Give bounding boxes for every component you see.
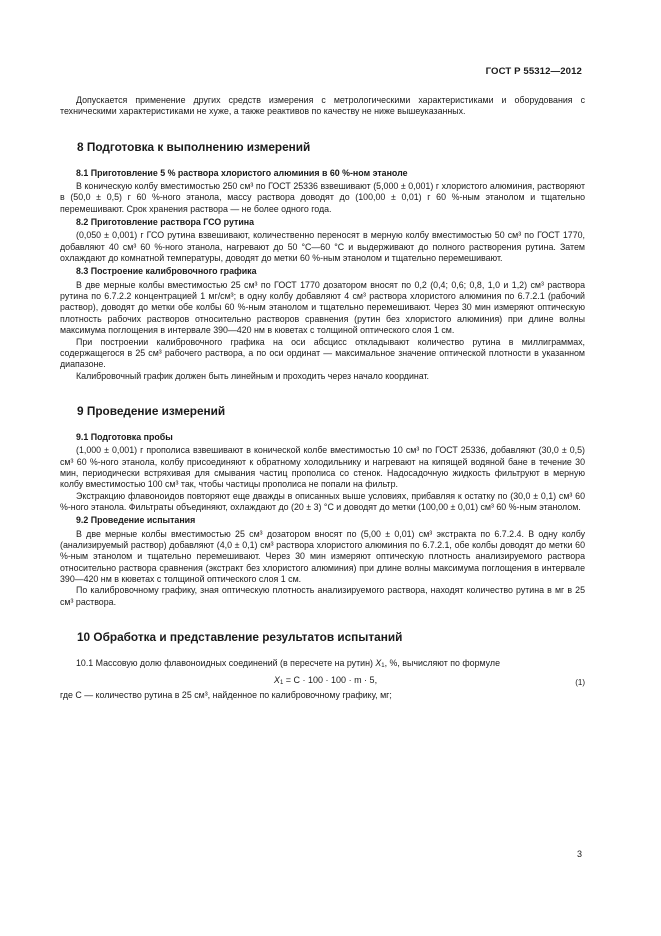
section-10-1-text-b: , %, вычисляют по формуле [384,658,500,669]
section-8-1-title: 8.1 Приготовление 5 % раствора хлористого алюминия в 60 %-ном этаноле [76,167,408,178]
variable-x: X [375,658,382,669]
section-8-3-paragraph-2: При построении калибровочного графика на оси абсцисс откладывают количество рутина в миллиграммах, содержащегося в 25 см³ рабочего раствора, а по оси ординат — максимальное значение оптической плотности в указанном диапазоне. [60,336,585,370]
formula-rhs: = C · 100 · 100 · m · 5, [283,675,378,686]
formula-lhs: X [273,675,280,686]
section-9-1-paragraph-2: Экстракцию флавоноидов повторяют еще дважды в описанных выше условиях, прибавляя к остатку по (30,0 ± 0,1) см³ 60 %-ного этанола. Фильтраты объединяют, охлаждают до (20 ± 3) °С и доводят до метки (100,00 ± 0,01) см³ 60 %-ным этанолом. [60,490,585,512]
standard-header: ГОСТ Р 55312—2012 [485,66,582,77]
section-8-3-paragraph-3: Калибровочный график должен быть линейным и проходить через начало координат. [76,370,430,381]
section-8-3-paragraph-1: В две мерные колбы вместимостью 25 см³ по ГОСТ 1770 дозатором вносят по 0,2 (0,4; 0,6; 0,8, 1,0 и 1,2) см³ раствора рутина по 6.7.2.2 концентрацией 1 мг/см³; в одну колбу добавляют 4 см³ раствора хлористого алюминия по 6.7.2.1 (рабочий раствор), доводят до метки обе колбы 60 %-ным этанолом и тщательно перемешивают. Через 30 мин измеряют оптическую плотность рабочих растворов относительно растворов сравнения (рутин без хлористого алюминия) при длине волны максимума поглощения в интервале 390—420 нм в кюветах с толщиной оптического слоя 1 см. [60,279,585,336]
formula-1 [60,672,585,689]
formula-lhs-subscript: 1 [279,680,284,687]
section-9-title: 9 Проведение измерений [77,403,226,418]
formula-where-line: где C — количество рутина в 25 см³, найденное по калибровочному графику, мг; [60,690,392,701]
section-9-1-paragraph-1: (1,000 ± 0,001) г прополиса взвешивают в конической колбе вместимостью 10 см³ по ГОСТ 25336, добавляют (30,0 ± 0,5) см³ 60 %-ного этанола, колбу присоединяют к обратному холодильнику и нагревают на кипящей водяной бане в течение 30 мин, периодически встряхивая для смывания частиц прополиса со стенок. Надосадочную жидкость фильтруют в мерную колбу вместимостью 100 см³ так, чтобы частицы прополиса не попали на фильтр. [60,445,585,490]
section-8-3-title: 8.3 Построение калибровочного графика [76,266,257,277]
formula-number: (1) [575,678,585,688]
section-8-2-paragraph: (0,050 ± 0,001) г ГСО рутина взвешивают, количественно переносят в мерную колбу вместимостью 50 см³ по ГОСТ 1770, добавляют 40 см³ 60 %-ного этанола, нагревают до 50 °С—60 °С и выдерживают до полного растворения рутина. Затем охлаждают до комнатной температуры, доводят до метки 60 %-ным этанолом и тщательно перемешивают. [60,230,585,264]
intro-paragraph: Допускается применение других средств измерения с метрологическими характеристиками и оборудования с техническими характеристиками не хуже, а также реактивов по качеству не ниже вышеуказанных. [60,95,585,117]
section-9-2-title: 9.2 Проведение испытания [76,515,196,526]
section-8-1-paragraph: В коническую колбу вместимостью 250 см³ по ГОСТ 25336 взвешивают (5,000 ± 0,001) г хлористого алюминия, растворяют в (50,0 ± 0,5) г 60 %-ного этанола, массу раствора доводят до (100,00 ± 0,01) г 60 %-ным этанолом и тщательно перемешивают. Срок хранения раствора — не более одного года. [60,181,585,214]
section-9-2-paragraph-1: В две мерные колбы вместимостью 25 см³ дозатором вносят по (5,00 ± 0,01) см³ экстракта по 6.7.2.4. В одну колбу (анализируемый раствор) добавляют (4,0 ± 0,1) см³ раствора хлористого алюминия по 6.7.2.1, обе колбы доводят до метки 60 %-ным этанолом и тщательно перемешивают. Через 30 мин измеряют оптическую плотность анализируемого раствора относительно раствора сравнения (экстракт без хлористого алюминия) при длине волны максимума поглощения в интервале 390—420 нм в кюветах с толщиной оптического слоя 1 см. [60,528,585,584]
section-9-1-title: 9.1 Подготовка пробы [76,431,173,442]
document-body [60,95,585,702]
section-10-title: 10 Обработка и представление результатов испытаний [77,630,403,645]
section-8-2-title: 8.2 Приготовление раствора ГСО рутина [76,217,255,228]
section-9-2-paragraph-2: По калибровочному графику, зная оптическую плотность анализируемого раствора, находят количество рутина в мг в 25 см³ раствора. [60,585,585,607]
section-10-1-paragraph [60,658,585,669]
section-10-1-text-a: 10.1 Массовую долю флавоноидных соединений (в пересчете на рутин) [76,658,376,669]
formula-expression [60,675,585,686]
variable-x-subscript: 1 [381,663,385,670]
section-8-title: 8 Подготовка к выполнению измерений [77,139,311,154]
page-number: 3 [576,849,582,859]
